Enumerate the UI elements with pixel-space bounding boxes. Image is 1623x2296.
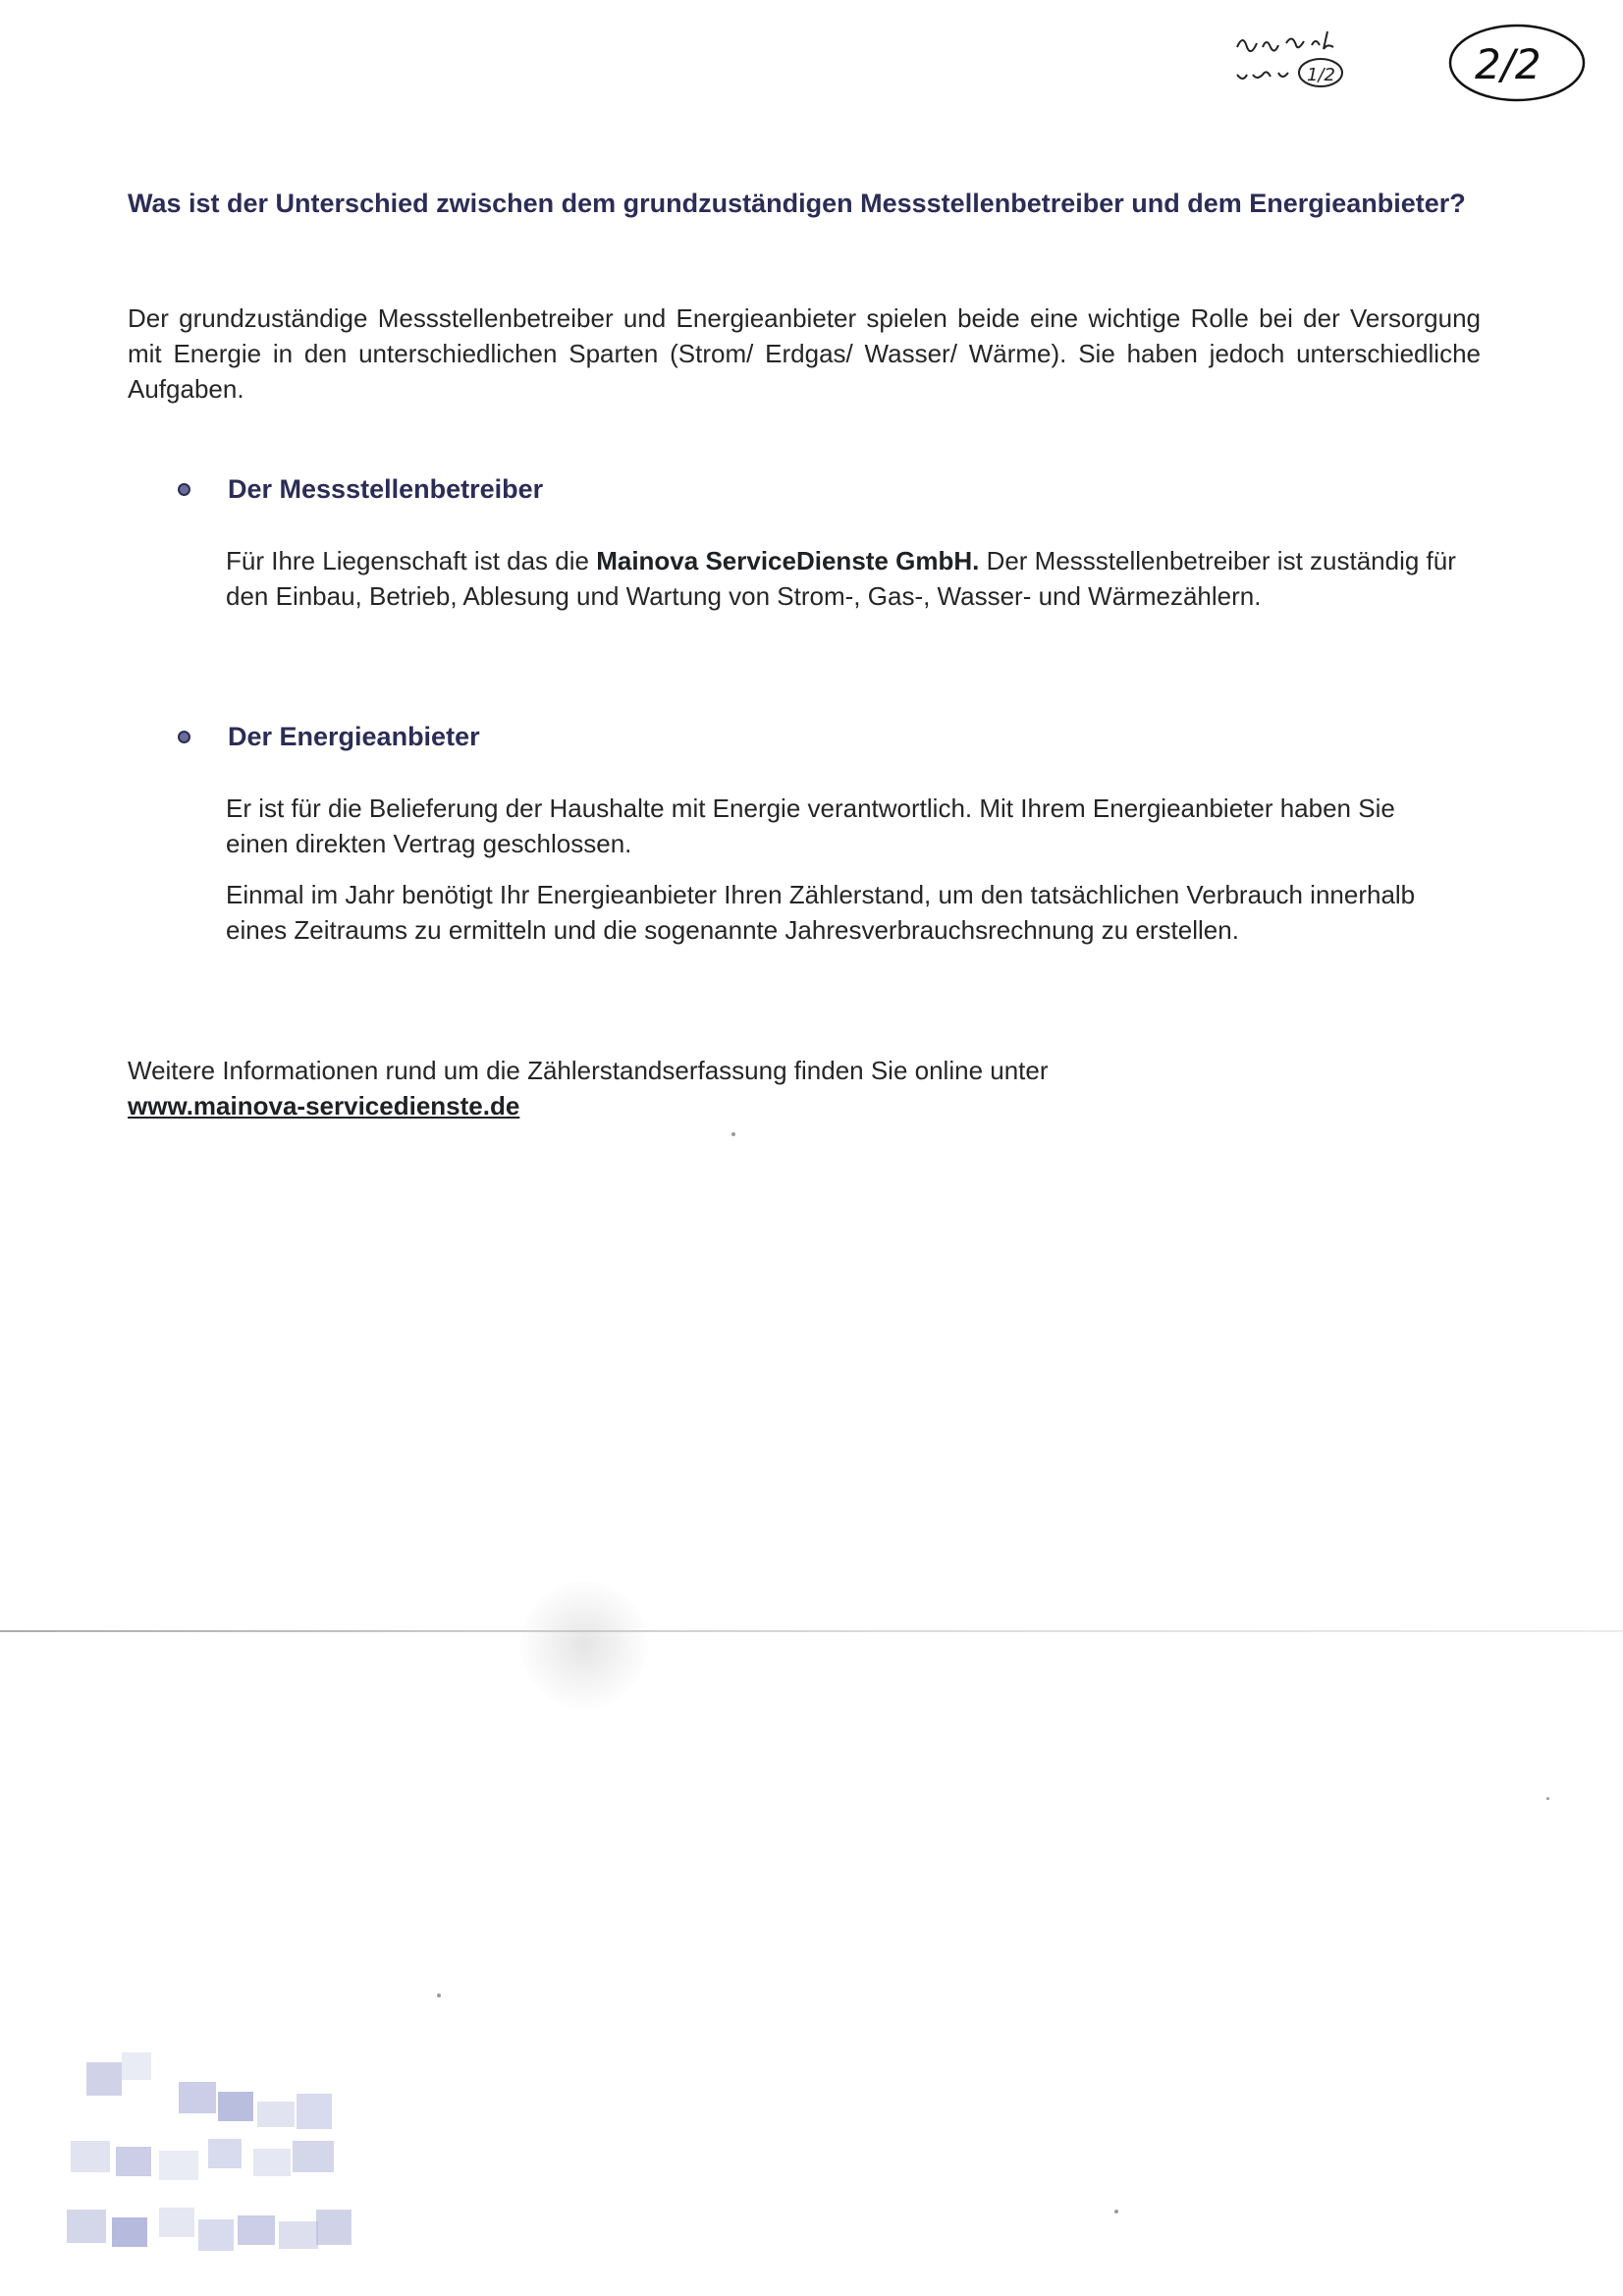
website-link[interactable]: www.mainova-servicedienste.de: [128, 1091, 520, 1121]
scan-speck: [1546, 1797, 1549, 1800]
document-heading: Was ist der Unterschied zwischen dem grundzuständigen Messstellenbetreiber und dem Energieanbieter?: [128, 189, 1466, 218]
handwritten-page-marker: [1227, 18, 1600, 106]
body-text: Für Ihre Liegenschaft ist das die: [226, 546, 597, 575]
section-paragraph: Einmal im Jahr benötigt Ihr Energieanbieter Ihren Zählerstand, um den tatsächlichen Verbrauch innerhalb eines Zeitraums zu ermitteln und die sogenannte Jahresverbrauchsrechnung zu erstellen.: [226, 880, 1416, 945]
footer-text: Weitere Informationen rund um die Zählerstandserfassung finden Sie online unter: [128, 1056, 1049, 1085]
bullet-icon: [178, 483, 190, 496]
bullet-icon: [178, 731, 190, 743]
handwritten-small-marker: 1/2: [1307, 65, 1335, 85]
scan-speck: [731, 1132, 735, 1136]
section-energieanbieter: [128, 719, 1502, 963]
section-paragraph: [226, 543, 1463, 614]
intro-paragraph: Der grundzuständige Messstellenbetreiber und Energieanbieter spielen beide eine wichtige Rolle bei der Versorgung mit Energie in den unterschiedlichen Sparten (Strom/ Erdgas/ Wasser/ Wärme). Sie haben jedoch unterschiedliche Aufgaben.: [128, 303, 1481, 404]
scan-smudge: [520, 1581, 648, 1709]
section-messstellenbetreiber: [128, 471, 1502, 629]
page-marker-label: 2/2: [1475, 40, 1542, 88]
section-title: Der Messstellenbetreiber: [228, 474, 544, 504]
section-paragraph: Er ist für die Belieferung der Haushalte mit Energie verantwortlich. Mit Ihrem Energieanbieter haben Sie einen direkten Vertrag geschlossen.: [226, 793, 1395, 858]
body-text: Der Messstellenbetreiber ist zuständig für den Einbau, Betrieb, Ablesung und Wartung von Strom-, Gas-, Wasser- und Wärmezählern.: [226, 546, 1456, 611]
section-body: [226, 791, 1463, 948]
section-title: Der Energieanbieter: [228, 722, 480, 751]
scan-speck: [437, 1994, 441, 1997]
paper-fold-line: [0, 1630, 1623, 1632]
section-body: [226, 543, 1463, 614]
scan-speck: [1114, 2210, 1118, 2214]
footer-note: [128, 1053, 1306, 1123]
company-name: Mainova ServiceDienste GmbH.: [596, 546, 980, 575]
blurred-logo: [61, 2033, 365, 2288]
